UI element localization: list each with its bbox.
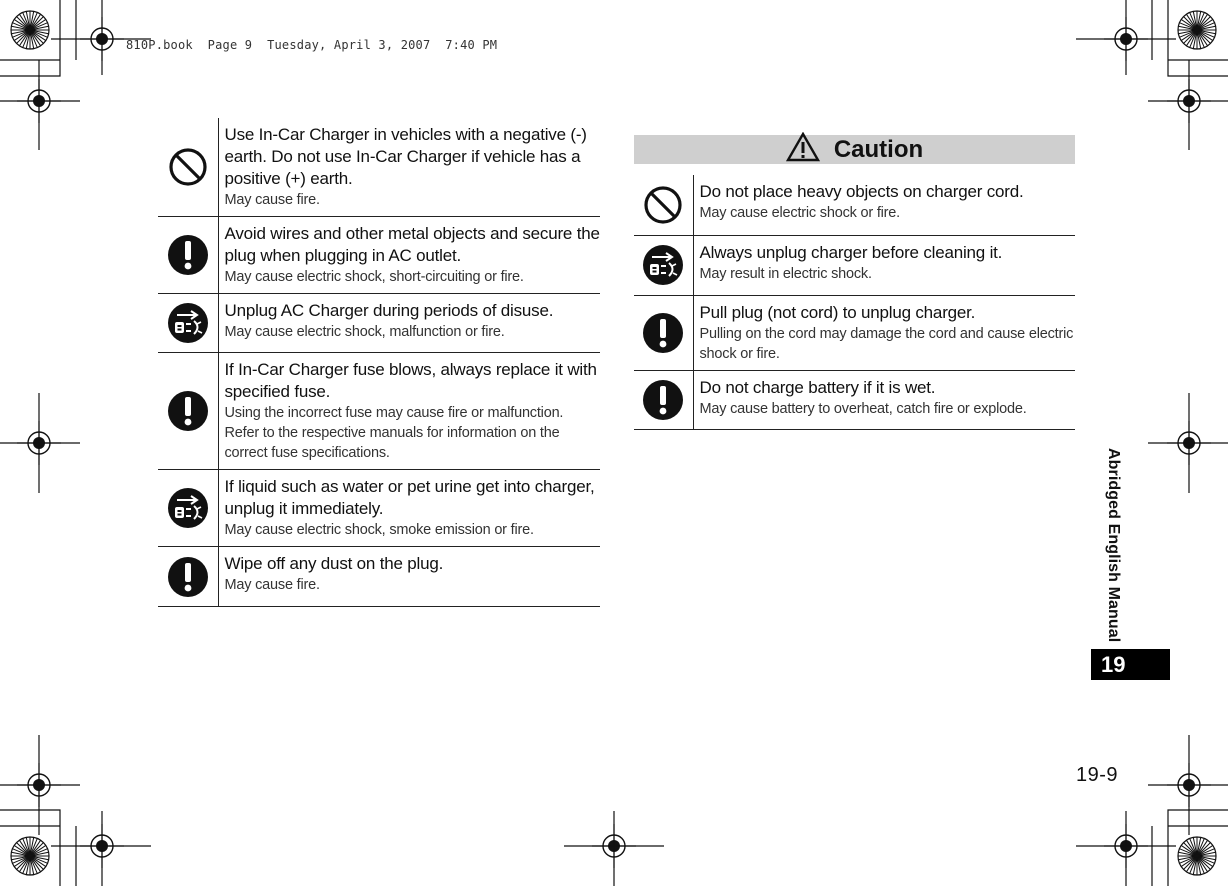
- caution-header: [634, 135, 1075, 164]
- caution-title: Caution: [833, 135, 924, 163]
- instruction-title: Avoid wires and other metal objects and secure the plug when plugging in AC outlet.: [224, 224, 600, 265]
- instruction-title: Do not place heavy objects on charger cord.: [699, 182, 1024, 201]
- row-text-cell: [693, 370, 1075, 429]
- instruction-title: Use In-Car Charger in vehicles with a negative (-) earth. Do not use In-Car Charger if vehicle has a positive (+) earth.: [224, 125, 587, 188]
- row-text-cell: [218, 547, 600, 607]
- instruction-title: Do not charge battery if it is wet.: [699, 377, 936, 397]
- row-icon-cell: [634, 370, 693, 429]
- row-text-cell: [693, 175, 1075, 235]
- page-number: 19-9: [1076, 764, 1119, 786]
- instruction-detail: May cause electric shock, smoke emission or fire.: [224, 522, 534, 538]
- instruction-title: If liquid such as water or pet urine get into charger, unplug it immediately.: [224, 477, 595, 518]
- instruction-title: Wipe off any dust on the plug.: [224, 554, 444, 573]
- unplug-icon: [158, 302, 218, 344]
- row-text-cell: [218, 470, 600, 547]
- prohibited-icon: [634, 185, 693, 225]
- safety-row: [158, 294, 600, 353]
- print-header: 810P.book Page 9 Tuesday, April 3, 2007 7:40 PM: [126, 38, 498, 52]
- caution-table: [634, 175, 1075, 430]
- unplug-icon: [158, 487, 218, 529]
- side-section-label: Abridged English Manual: [1105, 448, 1122, 643]
- exclamation-icon: [158, 390, 218, 432]
- exclamation-icon: [158, 234, 218, 276]
- exclamation-icon: [634, 379, 693, 421]
- instruction-detail: Using the incorrect fuse may cause fire or malfunction. Refer to the respective manuals for information on the correct fuse specifications.: [224, 405, 564, 461]
- exclamation-icon: [634, 312, 693, 354]
- instruction-detail: May cause fire.: [224, 192, 320, 208]
- row-text-cell: [218, 118, 600, 217]
- instruction-detail: May cause fire.: [224, 577, 320, 593]
- row-icon-cell: [158, 470, 218, 547]
- row-icon-cell: [634, 235, 693, 295]
- safety-row: [158, 118, 600, 217]
- instruction-title: If In-Car Charger fuse blows, always replace it with specified fuse.: [224, 360, 597, 401]
- row-icon-cell: [158, 118, 218, 217]
- safety-row: [158, 470, 600, 547]
- row-text-cell: [693, 235, 1075, 295]
- instruction-detail: May cause electric shock, short-circuiting or fire.: [224, 269, 524, 285]
- safety-row: [158, 217, 600, 294]
- safety-row: [158, 353, 600, 470]
- instruction-detail: May cause battery to overheat, catch fire or explode.: [699, 400, 1027, 417]
- row-icon-cell: [634, 175, 693, 235]
- safety-row: [634, 295, 1075, 370]
- instruction-title: Pull plug (not cord) to unplug charger.: [699, 302, 976, 322]
- prohibited-icon: [158, 147, 218, 187]
- row-icon-cell: [158, 353, 218, 470]
- caution-section: [634, 135, 1075, 430]
- instruction-title: Always unplug charger before cleaning it.: [699, 242, 1003, 262]
- row-text-cell: [218, 217, 600, 294]
- instruction-detail: May result in electric shock.: [699, 265, 872, 282]
- safety-row: [634, 175, 1075, 235]
- instruction-detail: May cause electric shock, malfunction or fire.: [224, 324, 505, 340]
- instruction-detail: May cause electric shock or fire.: [699, 205, 900, 221]
- row-icon-cell: [158, 294, 218, 353]
- unplug-icon: [634, 244, 693, 286]
- instruction-title: Unplug AC Charger during periods of disuse.: [224, 301, 554, 320]
- row-text-cell: [218, 294, 600, 353]
- row-text-cell: [693, 295, 1075, 370]
- row-text-cell: [218, 353, 600, 470]
- row-icon-cell: [634, 295, 693, 370]
- row-icon-cell: [158, 217, 218, 294]
- chapter-tab: 19: [1091, 649, 1170, 680]
- safety-row: [158, 547, 600, 607]
- row-icon-cell: [158, 547, 218, 607]
- safety-row: [634, 235, 1075, 295]
- instruction-detail: Pulling on the cord may damage the cord and cause electric shock or fire.: [699, 325, 1074, 362]
- warning-table: [158, 118, 600, 607]
- safety-row: [634, 370, 1075, 429]
- exclamation-icon: [158, 556, 218, 598]
- warning-triangle-icon: [786, 132, 820, 167]
